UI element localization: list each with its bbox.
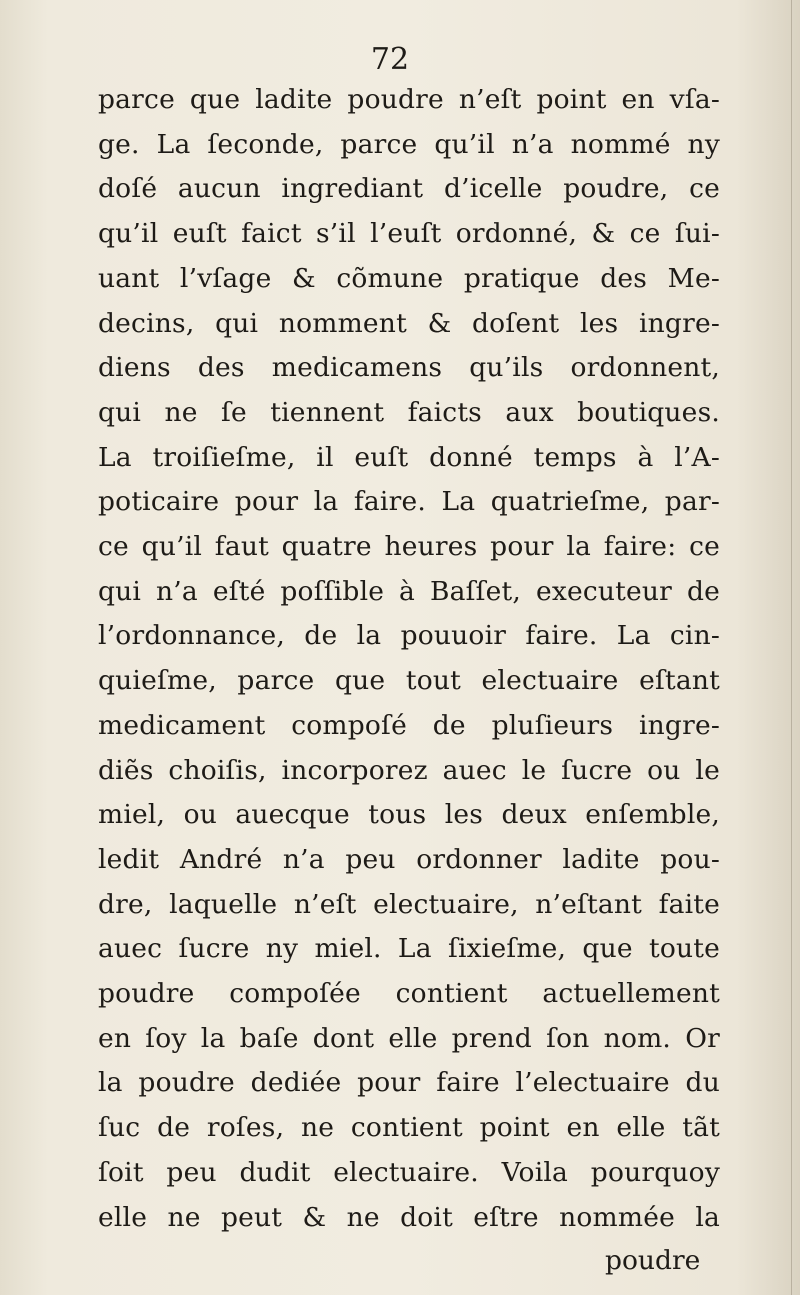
text-line: decins, qui nomment & doſent les ingre- xyxy=(98,307,720,339)
text-line: qui ne ſe tiennent faicts aux boutiques. xyxy=(98,396,720,428)
text-line: ſoit peu dudit electuaire. Voila pourquoy xyxy=(98,1156,720,1188)
text-line: dre, laquelle n’eſt electuaire, n’eſtant faite xyxy=(98,888,720,920)
text-line: en ſoy la baſe dont elle prend ſon nom. Or xyxy=(98,1022,720,1054)
text-line: doſé aucun ingrediant d’icelle poudre, ce xyxy=(98,173,720,205)
text-line: poticaire pour la faire. La quatrieſme, par- xyxy=(98,486,720,518)
text-line: poudre compoſée contient actuellement xyxy=(98,978,720,1010)
catchword: poudre xyxy=(605,1245,701,1276)
text-line: ce qu’il faut quatre heures pour la faire: ce xyxy=(98,531,720,563)
text-line: ge. La ſeconde, parce qu’il n’a nommé ny xyxy=(98,128,720,160)
text-line: ſuc de roſes, ne contient point en elle tãt xyxy=(98,1112,720,1144)
text-line: medicament compoſé de pluſieurs ingre- xyxy=(98,709,720,741)
text-line: la poudre dediée pour faire l’electuaire du xyxy=(98,1067,720,1099)
text-line: auec ſucre ny miel. La ſixieſme, que toute xyxy=(98,933,720,965)
text-line: qui n’a eſté poſſible à Baſſet, executeur de xyxy=(98,575,720,607)
page-number: 72 xyxy=(370,42,410,77)
text-line: qu’il euſt faict s’il l’euſt ordonné, & ce ſui- xyxy=(98,218,720,250)
body-text xyxy=(98,78,720,1240)
page-edge xyxy=(791,0,792,1295)
text-line: miel, ou auecque tous les deux enſemble, xyxy=(98,799,720,831)
text-line: diens des medicamens qu’ils ordonnent, xyxy=(98,352,720,384)
text-line: uant l’vſage & cõmune pratique des Me- xyxy=(98,262,720,294)
text-line: elle ne peut & ne doit eſtre nommée la xyxy=(98,1201,720,1233)
text-line: diẽs choiſis, incorporez auec le ſucre ou le xyxy=(98,754,720,786)
text-line: La troiſieſme, il euſt donné temps à l’A- xyxy=(98,441,720,473)
text-line: parce que ladite poudre n’eſt point en vſa- xyxy=(98,84,720,115)
text-line: l’ordonnance, de la pouuoir faire. La cin- xyxy=(98,620,720,652)
text-line: quieſme, parce que tout electuaire eſtant xyxy=(98,665,720,697)
text-line: ledit André n’a peu ordonner ladite pou- xyxy=(98,843,720,875)
